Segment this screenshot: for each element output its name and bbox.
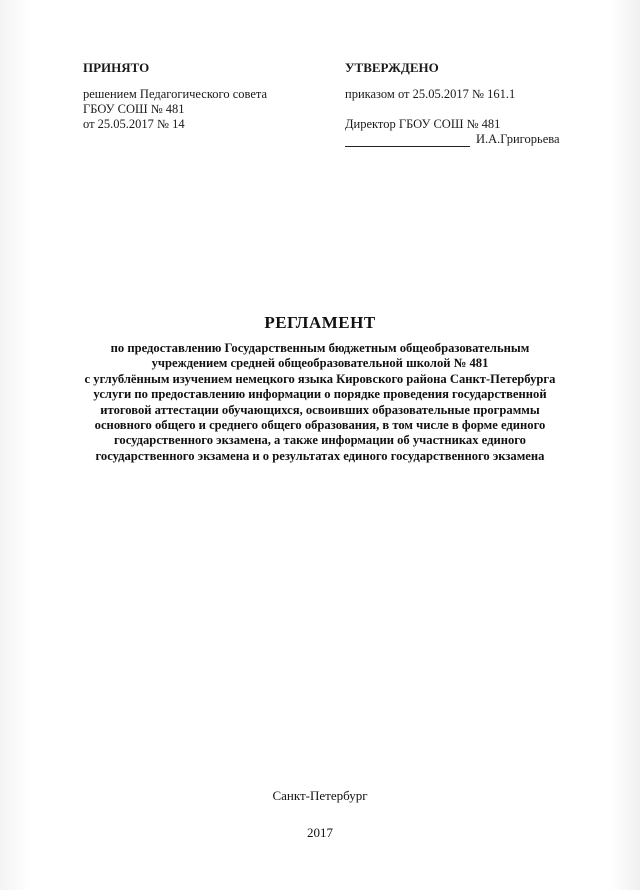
subtitle-line-5: итоговой аттестации обучающихся, освоивших образовательные программы: [100, 402, 540, 417]
subtitle-line-7: государственного экзамена, а также информации об участниках единого: [114, 433, 526, 448]
approved-order: приказом от 25.05.2017 № 161.1: [345, 87, 516, 101]
accepted-block: [83, 60, 303, 132]
subtitle-line-1: по предоставлению Государственным бюджетным общеобразовательным: [110, 341, 530, 355]
accepted-line-3: от 25.05.2017 № 14: [83, 117, 185, 131]
signature-row: [345, 132, 595, 147]
accepted-line-1: решением Педагогического совета: [83, 87, 268, 101]
subtitle-line-6: основного общего и среднего общего образования, в том числе в форме единого: [94, 418, 546, 433]
year: 2017: [307, 825, 333, 840]
approved-director: Директор ГБОУ СОШ № 481: [345, 117, 501, 131]
subtitle-line-3: с углублённым изучением немецкого языка Кировского района Санкт-Петербурга: [84, 371, 556, 386]
city: Санкт-Петербург: [272, 788, 368, 803]
spacer: [345, 102, 595, 117]
approved-header: УТВЕРЖДЕНО: [345, 60, 439, 75]
accepted-line-2: ГБОУ СОШ № 481: [83, 102, 185, 116]
subtitle-line-2: учреждением средней общеобразовательной школой № 481: [151, 356, 489, 371]
signature-line: [345, 134, 470, 147]
subtitle-line-8: государственного экзамена и о результатах единого государственного экзамена: [95, 448, 545, 463]
subtitle-line-4: услуги по предоставлению информации о порядке проведения государственной: [93, 387, 547, 402]
signature-name: И.А.Григорьева: [476, 132, 560, 146]
approved-block: [345, 60, 595, 147]
title-block: [60, 313, 580, 464]
accepted-header: ПРИНЯТО: [83, 60, 150, 75]
document-title: РЕГЛАМЕНТ: [264, 313, 376, 332]
